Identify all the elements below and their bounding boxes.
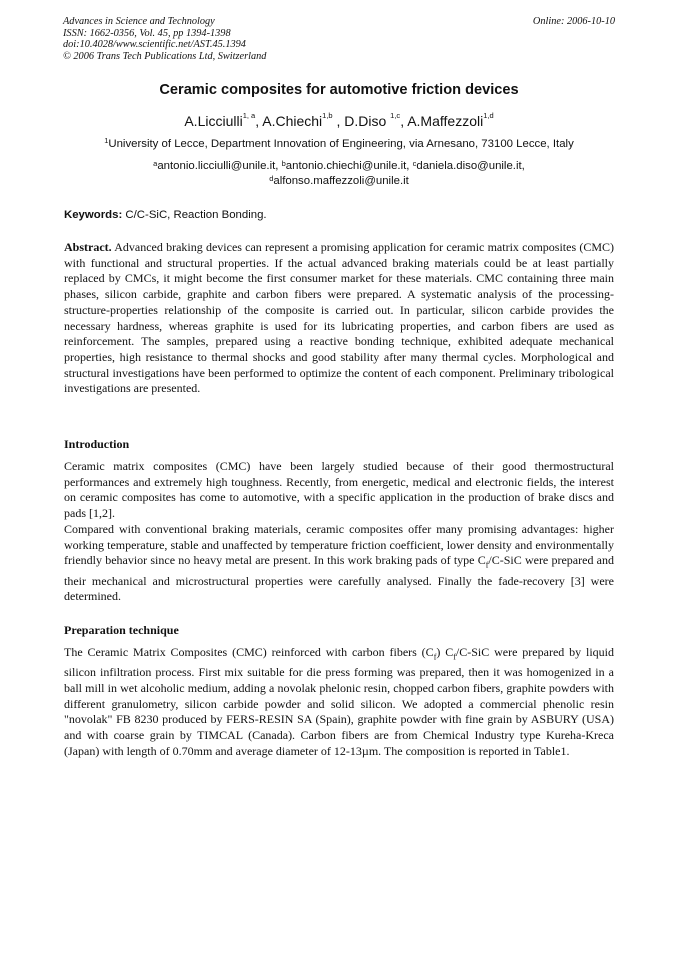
author-name: D.Diso [344, 113, 387, 129]
abstract-text: Advanced braking devices can represent a promising application for ceramic matrix composites (CMC) with functional and structural properties. If the actual advanced braking materials could be at least partially replaced by CMCs, it might become the first consumer market for these materials. CMC containing three main phases, silicon carbide, graphite and carbon fibers were prepared. A systematic analysis of the processing-structure-properties relationship of the composite is carried out. In particular, silicon carbide provides the necessary hardness, whereas graphite is used for its lubricating properties, and carbon fibers are used as reinforcement. The samples, prepared using a reactive bonding technique, exhibited adequate mechanical properties, high resistance to thermal shocks and good stability after many thermal cycles. Morphological and structural investigations have been performed to optimize the content of each component. Preliminary tribological investigations are presented. [64, 240, 614, 396]
keywords-text: C/C-SiC, Reaction Bonding. [125, 209, 267, 221]
intro-text: /C-SiC were prepared and their mechanical and microstructural properties were carefully analysed. Finally the fade-recovery [3] were determined. [64, 553, 614, 604]
affiliation [0, 138, 678, 150]
keywords-label: Keywords: [64, 209, 123, 221]
prep-text: ) C [436, 645, 454, 659]
online-date: Online: 2006-10-10 [532, 16, 615, 27]
email-sup: b [281, 159, 286, 168]
author-sup: 1,b [322, 111, 333, 120]
email-sup: a [153, 159, 158, 168]
email-link[interactable]: antonio.chiechi@unile.it, [285, 160, 410, 172]
subscript: f [485, 560, 489, 570]
author-sup: 1,c [390, 111, 401, 120]
introduction-heading: Introduction [64, 437, 130, 451]
affiliation-sup: 1 [104, 136, 109, 145]
email-line-1 [0, 159, 678, 174]
abstract-label: Abstract. [64, 240, 112, 254]
journal-name: Advances in Science and Technology [63, 16, 215, 27]
introduction-paragraph-1: Ceramic matrix composites (CMC) have been largely studied because of their good thermostructural performances and extremely high toughness. Recently, from energetic, medical and electronic fields, the interest on ceramic composites has come to automotive, with a specific application in the production of brake discs and pads [1,2]. [64, 459, 614, 521]
author-sup: 1,d [483, 111, 494, 120]
keywords [64, 209, 267, 221]
intro-text: Compared with conventional braking materials, ceramic composites offer many promising advantages: higher working temperature, stable and unaffected by temperature friction coefficient, lower density and environmentally friendly behavior since no heavy metal are present. In this work braking pads of type C [64, 522, 614, 568]
author-list: A.Licciulli$^{1, a}$, A.Chiechi$^{1,b}$ , D.Diso $^{1,c}$, A.Maffezzoli$^{1,d}$ [184, 111, 494, 129]
copyright-line: © 2006 Trans Tech Publications Ltd, Switzerland [63, 50, 267, 62]
email-link[interactable]: daniela.diso@unile.it, [416, 160, 525, 172]
subscript: f [433, 652, 437, 662]
email-line-2 [0, 174, 678, 189]
email-link[interactable]: alfonso.maffezzoli@unile.it [273, 174, 409, 187]
doi-line: doi:10.4028/www.scientific.net/AST.45.1394 [63, 39, 246, 51]
prep-text: /C-SiC were prepared by liquid silicon infiltration process. First mix suitable for die press forming was prepared, then it was homogenized in a ball mill in wet alcoholic medium, adding a novolak phelonic resin, chopped carbon fibers, graphite powders with different granulometry, silicon carbide powder and solid silicon. We adopted a commercial phenolic resin "novolak" FB 8230 produced by FERS-RESIN SA (Spain), graphite powder with fine grain by ASBURY (USA) and with coarse grain by TIMCAL (Canada). Carbon fibers are from Chemical Industry type Kureha-Kreca (Japan) with length of 0.70mm and average diameter of 12-13µm. The composition is reported in Table1. [64, 645, 614, 758]
prep-text: The Ceramic Matrix Composites (CMC) reinforced with carbon fibers (C [64, 645, 434, 659]
email-sup: d [269, 173, 274, 183]
introduction-paragraph-2 [64, 522, 614, 605]
author-sup: 1, a [242, 111, 256, 120]
abstract [64, 240, 614, 397]
preparation-heading: Preparation technique [64, 623, 179, 637]
journal-header [63, 16, 266, 62]
affiliation-text: University of Lecce, Department Innovation of Engineering, via Arnesano, 73100 Lecce, Italy [108, 138, 574, 150]
author-name: A.Chiechi [262, 113, 323, 129]
issn-line: ISSN: 1662-0356, Vol. 45, pp 1394-1398 [63, 27, 231, 39]
subscript: f [453, 652, 456, 662]
paper-title: Ceramic composites for automotive friction devices [159, 82, 519, 98]
email-list [0, 159, 678, 188]
author-name: A.Maffezzoli [407, 113, 484, 129]
email-link[interactable]: antonio.licciulli@unile.it, [157, 160, 279, 172]
author-name: A.Licciulli [184, 113, 243, 129]
preparation-paragraph [64, 645, 614, 759]
email-sup: c [412, 159, 417, 168]
